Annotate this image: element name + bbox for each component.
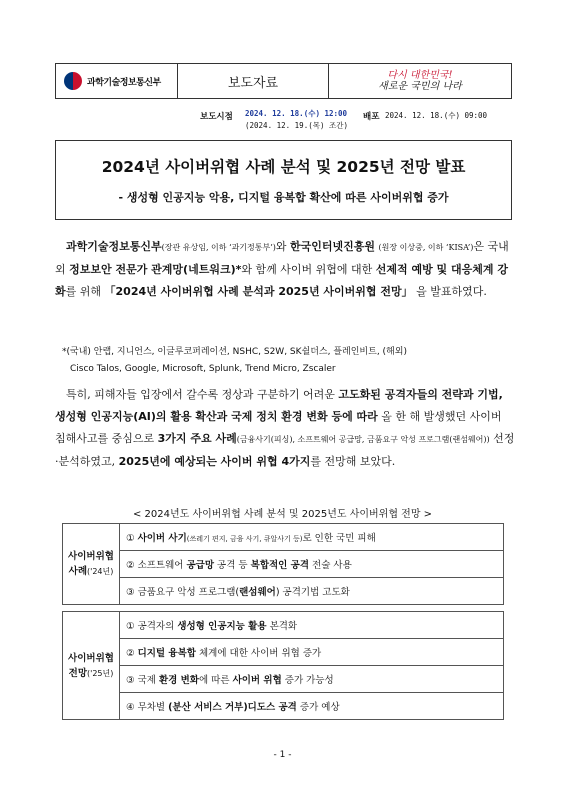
footnote-line2: Cisco Talos, Google, Microsoft, Splunk, Trend Micro, Zscaler [70, 364, 336, 374]
group-header-2024-l2-text: 사례 [68, 566, 87, 577]
ministry-name: 과학기술정보통신부 [87, 77, 161, 88]
group-header-2024-l2 [63, 564, 119, 579]
group-header-2025 [63, 612, 120, 720]
table-gap [63, 605, 504, 612]
para2-text1: 특히, 피해자들 입장에서 갈수록 정상과 구분하기 어려운 [66, 388, 335, 401]
footnote [62, 344, 512, 378]
org-msit: 과학기술정보통신부 [66, 240, 162, 253]
item-number: ② [126, 648, 135, 659]
r7-b1: (분산 서비스 거부)디도스 공격 [168, 702, 297, 713]
group-header-2025-l2 [63, 666, 119, 681]
r4-t1: 공격자의 [137, 621, 175, 632]
table-row [63, 524, 504, 551]
item-number: ③ [126, 587, 135, 598]
footnote-line1: *(국내) 안랩, 지니언스, 이글루코퍼레이션, NSHC, S2W, SK쉴더스, 플레인비트, (해외) [62, 347, 407, 357]
distribution-value: 2024. 12. 18.(수) 09:00 [385, 111, 488, 120]
para2-emph1: 고도화된 공격자들의 전략과 기법, 생성형 인공지능(AI)의 활용 확산과 국제 정치 환경 변화 등에 따라 [55, 388, 503, 423]
table-cell [120, 551, 504, 578]
r7-t2: 증가 예상 [299, 702, 340, 713]
table-cell [120, 666, 504, 693]
table-cell [120, 612, 504, 639]
r6-b2: 사이버 위협 [232, 675, 282, 686]
release-info [0, 106, 565, 136]
table-cell [120, 578, 504, 605]
r1-bold: 사이버 사기 [137, 533, 187, 544]
r1-small: (쓰레기 편지, 금융 사기, 큐알사기 등) [186, 535, 303, 543]
slogan-line1: 다시 대한민국! [387, 70, 453, 81]
release-time-label: 보도시점 [200, 112, 233, 122]
table-cell [120, 524, 504, 551]
item-number: ① [126, 621, 135, 632]
item-number: ④ [126, 702, 135, 713]
page-subtitle: - 생성형 인공지능 악용, 디지털 융복합 확산에 따른 사이버위협 증가 [118, 191, 449, 204]
table-row [63, 666, 504, 693]
org-kisa: 한국인터넷진흥원 [290, 240, 376, 253]
header-box [55, 63, 512, 99]
table-gap-cell [63, 605, 504, 612]
para1-emph1: 선제적 예방 및 대응체계 강화 [55, 263, 508, 298]
r6-t3: 증가 가능성 [284, 675, 334, 686]
para2-emph2: 3가지 주요 사례 [157, 432, 237, 445]
r3-b1: 랜섬웨어 [239, 587, 276, 598]
r6-t2: 에 따른 [198, 675, 230, 686]
table-cell [120, 693, 504, 720]
r5-t1: 체계에 대한 사이버 위협 증가 [198, 648, 322, 659]
government-emblem-icon [64, 72, 82, 90]
group-header-2024-year: ('24년) [87, 567, 114, 576]
table-row [63, 551, 504, 578]
page-title: 2024년 사이버위협 사례 분석 및 2025년 전망 발표 [101, 158, 466, 176]
table-cell [120, 639, 504, 666]
r6-t1: 국제 [137, 675, 156, 686]
group-header-2025-l1: 사이버위협 [68, 652, 114, 664]
release-time-value: 2024. 12. 18.(수) 12:00 [245, 109, 348, 118]
r2-b2: 복합적인 공격 [250, 560, 310, 571]
org-msit-note: (장관 유상임, 이하 ‘과기정통부’) [161, 243, 276, 252]
para2-emph3: 2025년에 예상되는 사이버 위협 4가지 [118, 455, 311, 468]
para1-text1: 은 국내외 [55, 240, 509, 276]
r3-t2: ) 공격기법 고도화 [275, 587, 350, 598]
group-header-2025-l2-text: 전망 [68, 667, 87, 679]
group-header-2025-year: ('25년) [87, 668, 114, 678]
release-time-sub: (2024. 12. 19.(목) 조간) [245, 121, 349, 130]
expert-network: 정보보안 전문가 관계망(네트워크)* [69, 263, 242, 276]
group-header-2024 [63, 524, 120, 605]
para1-text4: 을 발표하였다. [416, 285, 487, 298]
r3-t1: 금품요구 악성 프로그램( [137, 587, 240, 598]
item-number: ③ [126, 675, 135, 686]
org-kisa-note: (원장 이상중, 이하 ‘KISA’) [378, 243, 474, 252]
doc-type: 보도자료 [178, 64, 329, 98]
r1-text: 로 인한 국민 피해 [302, 533, 376, 544]
r5-b1: 디지털 융복합 [137, 648, 196, 659]
paragraph-analysis [55, 384, 515, 473]
table-row [63, 612, 504, 639]
para2-text4: 를 전망해 보았다. [310, 455, 396, 468]
para2-note: (금융사기(피싱), 소프트웨어 공급망, 금품요구 악성 프로그램(랜섬웨어)) [236, 435, 490, 444]
para1-text2: 와 함께 사이버 위협에 대한 [241, 263, 373, 276]
r2-t2: 공격 등 [217, 560, 248, 571]
text-and: 와 [275, 240, 287, 253]
slogan [329, 64, 511, 98]
r4-b1: 생성형 인공지능 활용 [177, 621, 267, 632]
table-row [63, 578, 504, 605]
paragraph-intro [55, 236, 515, 303]
distribution-label: 배포 [363, 112, 380, 122]
item-number: ② [126, 560, 135, 571]
table-caption: < 2024년도 사이버위협 사례 분석 및 2025년도 사이버위협 전망 > [132, 509, 433, 520]
table-row [63, 639, 504, 666]
ministry-logo [56, 64, 178, 98]
r4-t2: 본격화 [269, 621, 298, 632]
group-header-2024-l1: 사이버위협 [68, 551, 114, 562]
slogan-line2: 새로운 국민의 나라 [378, 81, 462, 92]
threat-table [62, 523, 504, 720]
para2-text2: 올 한 해 발생했던 사이버 침해사고를 중심으로 [55, 410, 502, 445]
page-number: - 1 - [273, 750, 292, 760]
r7-t1: 무차별 [137, 702, 166, 713]
para2-text3: 선정·분석하였고, [55, 432, 515, 468]
para1-text3: 를 위해 [65, 285, 102, 298]
r2-t3: 전술 사용 [312, 560, 352, 571]
table-row [63, 693, 504, 720]
title-box [55, 140, 512, 220]
r6-b1: 환경 변화 [158, 675, 199, 686]
item-number: ① [126, 533, 135, 544]
r2-t1: 소프트웨어 [137, 560, 184, 571]
report-title-ref: 「2024년 사이버위협 사례 분석과 2025년 사이버위협 전망」 [104, 285, 413, 298]
r2-b1: 공급망 [186, 560, 215, 571]
